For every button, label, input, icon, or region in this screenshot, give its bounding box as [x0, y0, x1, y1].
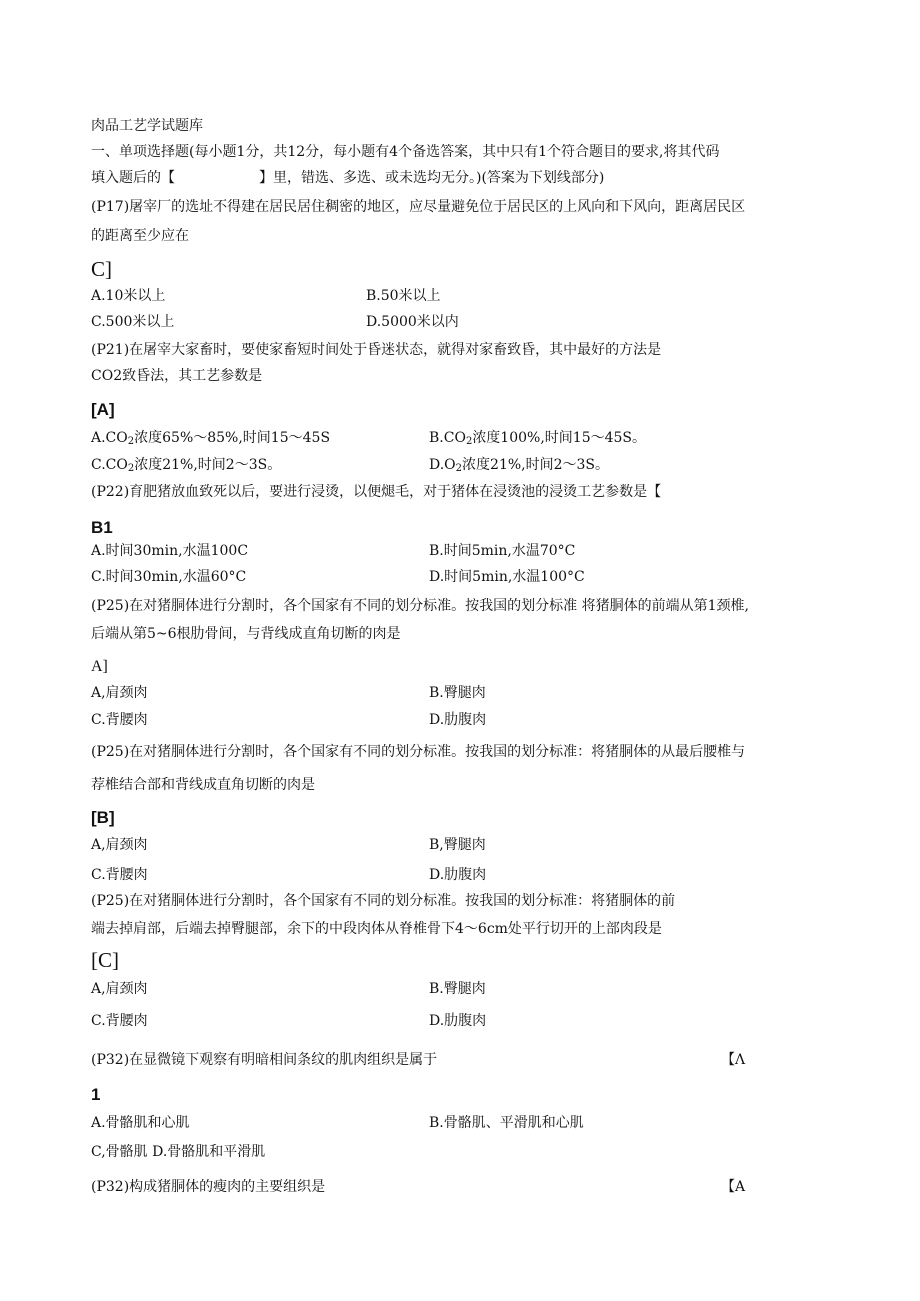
q6-stem-line-2: 端去掉肩部，后端去掉臀腿部，余下的中段肉体从脊椎骨下4～6cm处平行切开的上部肉段是	[91, 921, 662, 937]
q3-option-c: C.时间30min,水温60°C	[91, 569, 247, 585]
q8-stem-line-1: (P32)构成猪胴体的瘦肉的主要组织是	[91, 1179, 326, 1195]
q6-option-c: C.背腰肉	[91, 1013, 148, 1029]
q3-option-d: D.时间5min,水温100°C	[429, 569, 585, 585]
document-title: 肉品工艺学试题库	[91, 118, 203, 134]
q8-answer-bracket: 【A	[721, 1179, 746, 1195]
q2-stem-line-2: CO2致昏法，其工艺参数是	[91, 368, 263, 384]
q6-option-a: A,肩颈肉	[91, 981, 148, 997]
q4-answer: A]	[91, 658, 108, 675]
q7-option-cd: C,骨骼肌 D.骨骼肌和平滑肌	[91, 1144, 266, 1160]
instructions-line-1: 一、单项选择题(每小题1分，共12分，每小题有4个备选答案，其中只有1个符合题目的要求,将其代码	[91, 144, 720, 160]
q2-option-c: $C.CO_2$浓度21%,时间2～3S。	[91, 457, 282, 474]
q5-stem-line-1: (P25)在对猪胴体进行分割时，各个国家有不同的划分标准。按我国的划分标准：将猪胴体的从最后腰椎与	[91, 744, 746, 760]
q7-stem-line-1: (P32)在显微镜下观察有明暗相间条纹的肌肉组织是属于	[91, 1052, 438, 1068]
q5-stem-line-2: 荐椎结合部和背线成直角切断的肉是	[91, 777, 315, 793]
q3-stem-line-1: (P22)育肥猪放血致死以后，要进行浸烫，以便煺毛，对于猪体在浸烫池的浸烫工艺参数是【	[91, 484, 662, 500]
q2-answer: [A]	[91, 400, 115, 419]
q5-option-a: A,肩颈肉	[91, 837, 148, 853]
q2-option-b: $B.CO_2$浓度100%,时间15～45S。	[429, 430, 647, 447]
q2-option-a: $A.CO_2$浓度65%～85%,时间15～45S	[91, 430, 331, 447]
q6-option-d: D.肋腹肉	[429, 1013, 487, 1029]
q6-stem-line-1: (P25)在对猪胴体进行分割时，各个国家有不同的划分标准。按我国的划分标准：将猪胴体的前	[91, 893, 676, 909]
q4-option-d: D.肋腹肉	[429, 712, 487, 728]
q5-option-b: B,臀腿肉	[429, 837, 486, 853]
q5-option-c: C.背腰肉	[91, 867, 148, 883]
q7-answer: 1	[91, 1085, 101, 1104]
q1-option-b: B.50米以上	[366, 288, 441, 304]
q1-option-c: C.500米以上	[91, 314, 175, 330]
q7-answer-bracket: 【Λ	[721, 1052, 746, 1068]
q4-option-b: B.臀腿肉	[429, 685, 486, 701]
q3-answer: B1	[91, 518, 113, 537]
q4-option-a: A,肩颈肉	[91, 685, 148, 701]
q1-answer: C]	[91, 257, 112, 281]
q7-option-b: B.骨骼肌、平滑肌和心肌	[429, 1115, 584, 1131]
instructions-line-2: 填入题后的【 】里，错选、多选、或未选均无分。)(答案为下划线部分)	[91, 170, 605, 186]
q7-option-a: A.骨骼肌和心肌	[91, 1115, 190, 1131]
q4-option-c: C.背腰肉	[91, 712, 148, 728]
q2-stem-line-1: (P21)在屠宰大家畜时，要使家畜短时间处于昏迷状态，就得对家畜致昏，其中最好的方法是	[91, 342, 662, 358]
q5-option-d: D.肋腹肉	[429, 867, 487, 883]
q4-stem-line-1: (P25)在对猪胴体进行分割时，各个国家有不同的划分标准。按我国的划分标准 将猪胴体的前端从第1颈椎,	[91, 598, 749, 614]
q6-option-b: B.臀腿肉	[429, 981, 486, 997]
q1-stem-line-1: (P17)屠宰厂的选址不得建在居民居住稠密的地区，应尽量避免位于居民区的上风向和下风向，距离居民区	[91, 199, 746, 215]
q1-option-a: A.10米以上	[91, 288, 166, 304]
q4-stem-line-2: 后端从第5~6根肋骨间，与背线成直角切断的肉是	[91, 626, 401, 642]
q1-option-d: D.5000米以内	[366, 314, 459, 330]
q3-option-a: A.时间30min,水温100C	[91, 543, 249, 559]
q2-option-d: $D.O_2$浓度21%,时间2～3S。	[429, 457, 610, 474]
q5-answer: [B]	[91, 808, 115, 827]
q6-answer: [C]	[91, 948, 119, 972]
q1-stem-line-2: 的距离至少应在	[91, 228, 189, 244]
q3-option-b: B.时间5min,水温70°C	[429, 543, 576, 559]
